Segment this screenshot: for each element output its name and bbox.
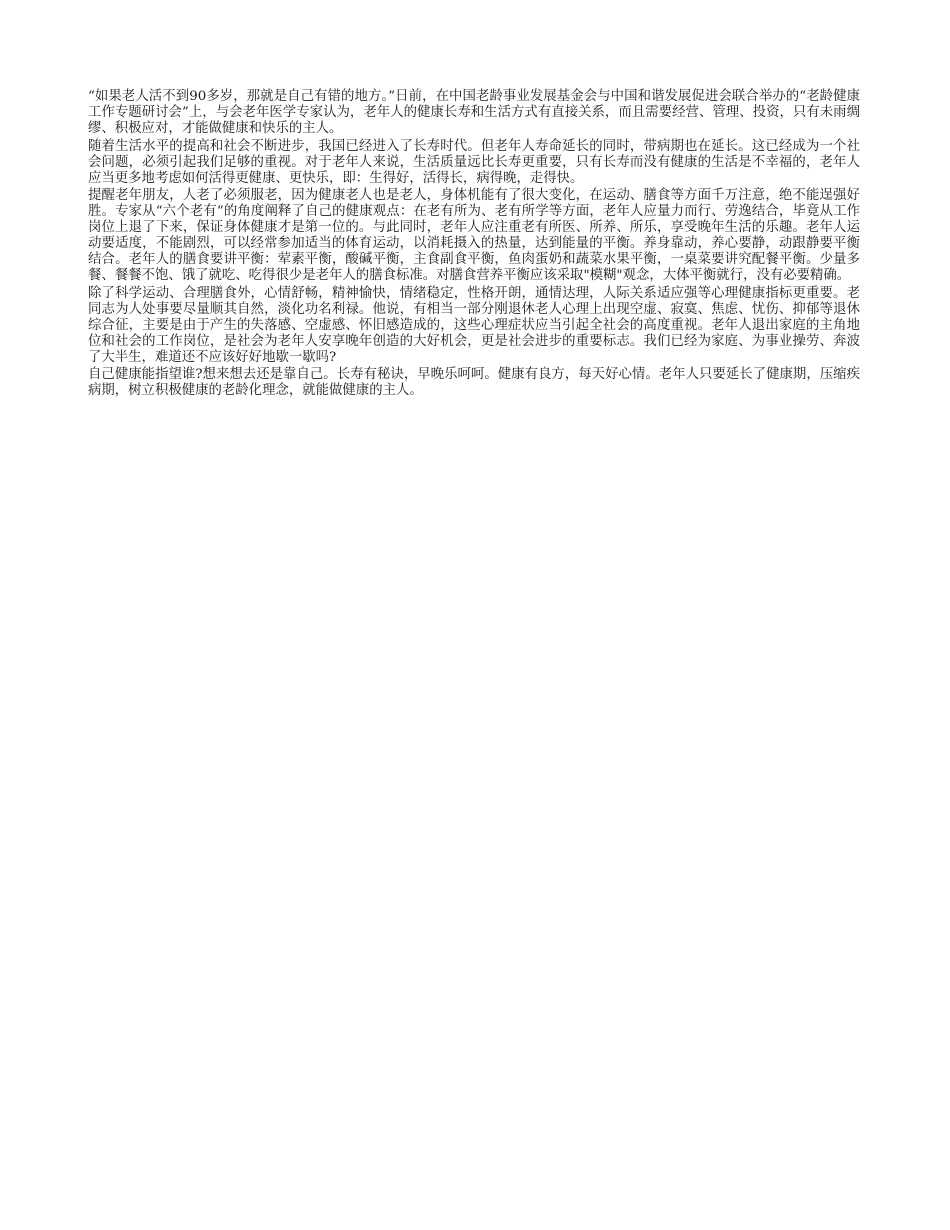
paragraph-2: 随着生活水平的提高和社会不断进步，我国已经进入了长寿时代。但老年人寿命延长的同时，带病期也在延长。这已经成为一个社会问题，必须引起我们足够的重视。对于老年人来说，生活质量远比长寿更重要，只有长寿而没有健康的生活是不幸福的，老年人应当更多地考虑如何活得更健康、更快乐，即：生得好，活得长，病得晚，走得快。 — [88, 138, 860, 186]
document-body — [88, 89, 860, 401]
paragraph-5: 自己健康能指望谁?想来想去还是靠自己。长寿有秘诀，早晚乐呵呵。健康有良方，每天好心情。老年人只要延长了健康期，压缩疾病期，树立积极健康的老龄化理念，就能做健康的主人。 — [88, 367, 860, 398]
paragraph-4: 除了科学运动、合理膳食外，心情舒畅，精神愉快，情绪稳定，性格开朗，通情达理，人际关系适应强等心理健康指标更重要。老同志为人处事要尽量顺其自然，淡化功名利禄。他说，有相当一部分刚退休老人心理上出现空虚、寂寞、焦虑、忧伤、抑郁等退休综合征，主要是由于产生的失落感、空虚感、怀旧感造成的，这些心理症状应当引起全社会的高度重视。老年人退出家庭的主角地位和社会的工作岗位，是社会为老年人安享晚年创造的大好机会，更是社会进步的重要标志。我们已经为家庭、为事业操劳、奔波了大半生，难道还不应该好好地歇一歇吗? — [88, 285, 860, 365]
paragraph-3: 提醒老年朋友，人老了必须服老，因为健康老人也是老人，身体机能有了很大变化，在运动、膳食等方面千万注意，绝不能逞强好胜。专家从“六个老有”的角度阐释了自己的健康观点：在老有所为、老有所学等方面，老年人应量力而行、劳逸结合，毕竟从工作岗位上退了下来，保证身体健康才是第一位的。与此同时，老年人应注重老有所医、所养、所乐，享受晚年生活的乐趣。老年人运动要适度，不能剧烈，可以经常参加适当的体育运动，以消耗摄入的热量，达到能量的平衡。养身靠动，养心要静，动跟静要平衡结合。老年人的膳食要讲平衡：荤素平衡，酸碱平衡，主食副食平衡，鱼肉蛋奶和蔬菜水果平衡，一桌菜要讲究配餐平衡。少量多餐、餐餐不饱、饿了就吃、吃得很少是老年人的膳食标准。对膳食营养平衡应该采取"模糊"观念，大体平衡就行，没有必要精确。 — [88, 188, 860, 283]
paragraph-1: “如果老人活不到90多岁，那就是自己有错的地方。”日前，在中国老龄事业发展基金会与中国和谐发展促进会联合举办的“老龄健康工作专题研讨会”上，与会老年医学专家认为，老年人的健康长寿和生活方式有直接关系，而且需要经营、管理、投资，只有未雨绸缪、积极应对，才能做健康和快乐的主人。 — [88, 89, 860, 136]
